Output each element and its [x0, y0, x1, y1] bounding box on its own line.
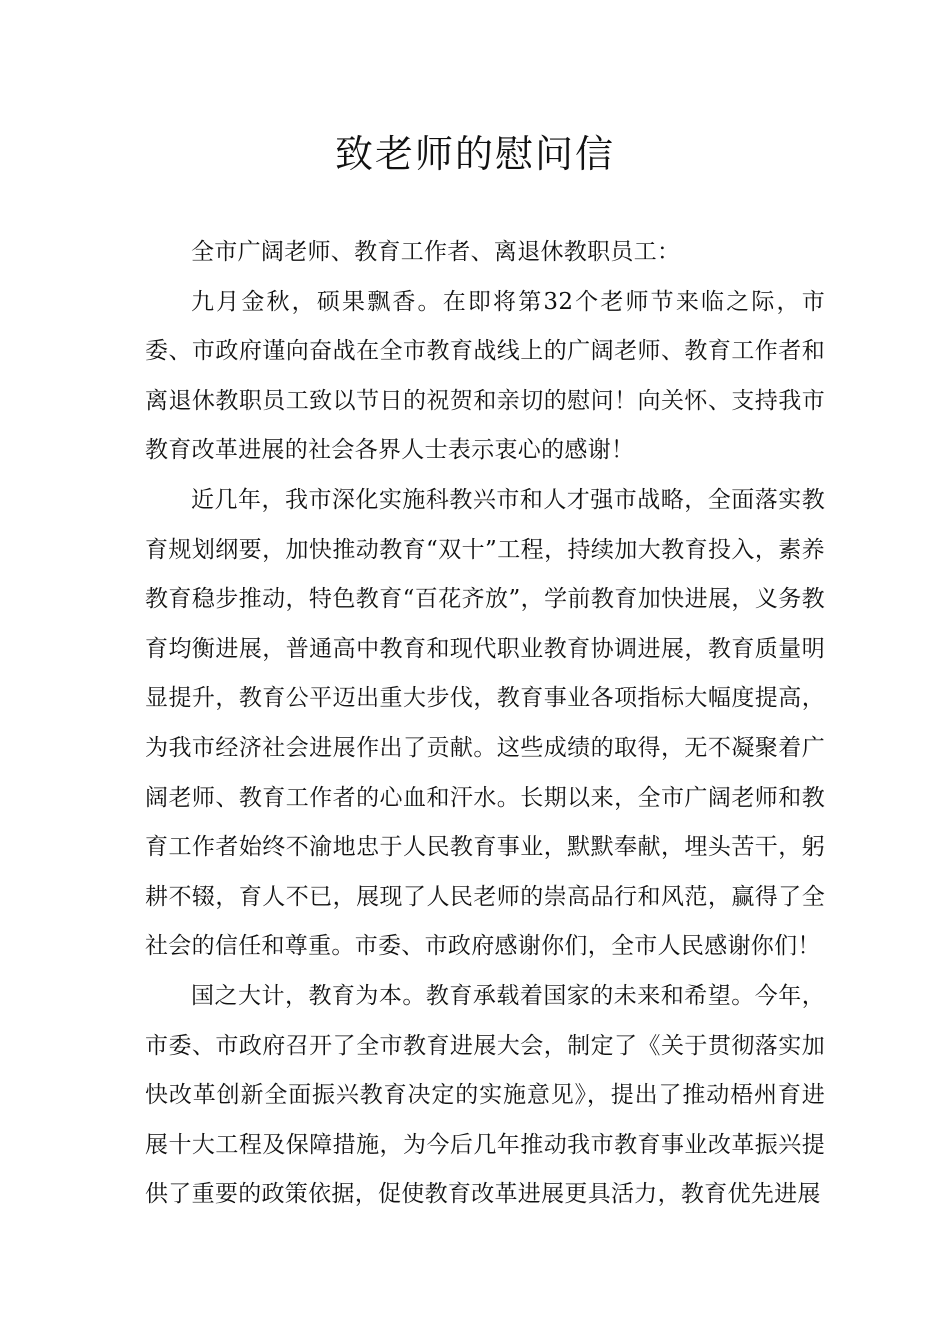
document-title: 致老师的慰问信	[334, 132, 615, 176]
letter-body	[145, 228, 825, 1220]
paragraph-2: 近几年，我市深化实施科教兴市和人才强市战略，全面落实教育规划纲要，加快推动教育“双十”工程，持续加大教育投入，素养教育稳步推动，特色教育“百花齐放”，学前教育加快进展，义务教育均衡进展，普通高中教育和现代职业教育协调进展，教育质量明显提升，教育公平迈出重大步伐，教育事业各项指标大幅度提高，为我市经济社会进展作出了贡献。这些成绩的取得，无不凝聚着广阔老师、教育工作者的心血和汗水。长期以来，全市广阔老师和教育工作者始终不渝地忠于人民教育事业，默默奉献，埋头苦干，躬耕不辍，育人不已，展现了人民老师的崇高品行和风范，赢得了全社会的信任和尊重。市委、市政府感谢你们，全市人民感谢你们！	[145, 486, 825, 960]
paragraph-3: 国之大计，教育为本。教育承载着国家的未来和希望。今年，市委、市政府召开了全市教育进展大会，制定了《关于贯彻落实加快改革创新全面振兴教育决定的实施意见》，提出了推动梧州育进展十大工程及保障措施，为今后几年推动我市教育事业改革振兴提供了重要的政策依据，促使教育改革进展更具活力，教育优先进展	[145, 982, 825, 1208]
paragraph-1: 九月金秋，硕果飘香。在即将第32个老师节来临之际，市委、市政府谨向奋战在全市教育战线上的广阔老师、教育工作者和离退休教职员工致以节日的祝贺和亲切的慰问！向关怀、支持我市教育改革进展的社会各界人士表示衷心的感谢！	[145, 288, 825, 464]
salutation: 全市广阔老师、教育工作者、离退休教职员工：	[191, 239, 681, 265]
